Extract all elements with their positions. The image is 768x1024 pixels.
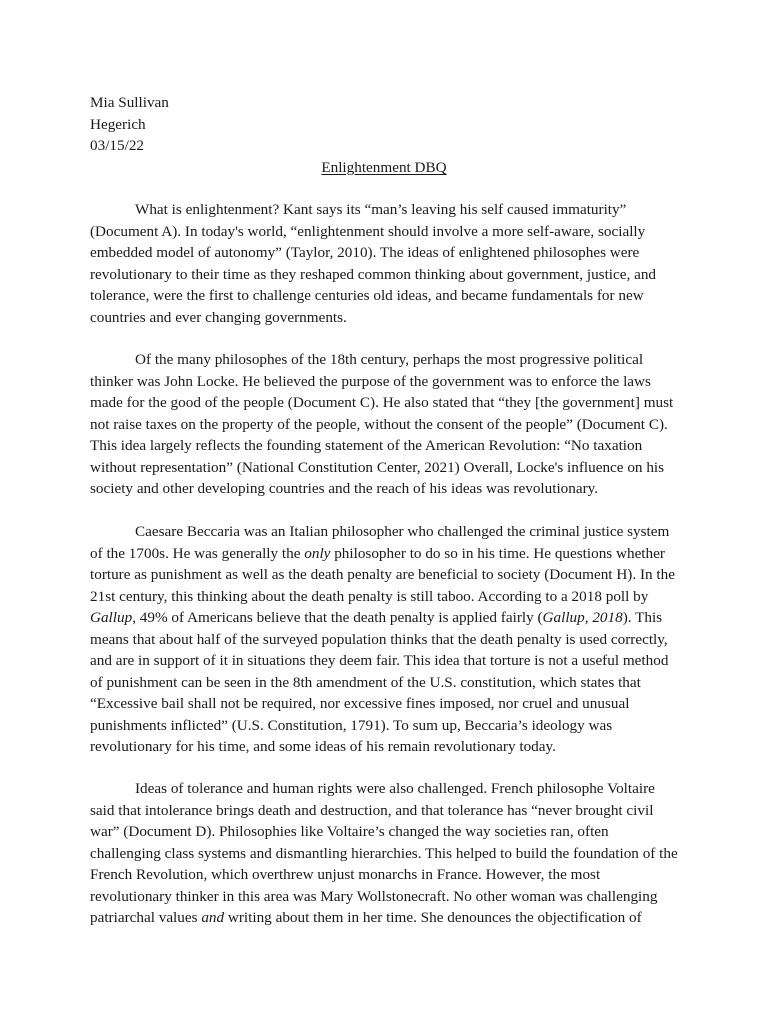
text-segment: not raise taxes on the property of the people, without the consent of the people” (Document C).	[90, 415, 668, 433]
text-segment: revolutionary thinker in this area was Mary Wollstonecraft. No other woman was challenging	[90, 887, 658, 905]
author-name: Mia Sullivan	[90, 94, 169, 111]
text-segment: This idea largely reflects the founding statement of the American Revolution: “No taxation	[90, 437, 643, 454]
text-line	[90, 478, 678, 500]
text-line	[90, 414, 678, 436]
paragraph-locke	[90, 349, 678, 500]
paragraph-beccaria	[90, 521, 678, 758]
text-segment: countries and ever changing governments.	[90, 308, 347, 326]
text-line	[90, 264, 678, 286]
text-line	[90, 907, 678, 929]
text-line	[90, 607, 678, 629]
italic-text: Gallup	[90, 609, 133, 626]
italic-text: and	[201, 909, 225, 926]
text-line	[90, 715, 678, 737]
document-header	[90, 92, 169, 157]
text-line	[90, 392, 678, 414]
italic-text: only	[304, 544, 331, 562]
text-line	[90, 650, 678, 672]
text-segment: French Revolution, which overthrew unjust monarchs in France. However, the most	[90, 866, 601, 883]
text-segment: “Excessive bail shall not be required, nor excessive fines imposed, nor cruel and unusual	[90, 695, 630, 712]
document-date: 03/15/22	[90, 137, 145, 154]
text-segment: patriarchal values	[90, 909, 202, 926]
text-segment: war” (Document D). Philosophies like Voltaire’s changed the way societies ran, often	[90, 823, 609, 840]
text-segment: thinker was John Locke. He believed the purpose of the government was to enforce the laws	[90, 372, 651, 390]
text-segment: What is enlightenment? Kant says its “man’s leaving his self caused immaturity”	[135, 201, 627, 218]
text-line	[90, 821, 678, 843]
document-title-text: Enlightenment DBQ	[321, 159, 447, 176]
text-line	[90, 672, 678, 694]
text-segment: Ideas of tolerance and human rights were also challenged. French philosophe Voltaire	[135, 780, 655, 797]
text-line	[90, 457, 678, 479]
text-line	[90, 307, 678, 329]
text-line	[90, 285, 678, 307]
text-line	[90, 242, 678, 264]
text-segment: revolutionary for his time, and some ideas of his remain revolutionary today.	[90, 738, 556, 755]
text-segment: embedded model of autonomy” (Taylor, 2010). The ideas of enlightened philosophes were	[90, 244, 640, 261]
text-segment: tolerance, were the first to challenge centuries old ideas, and became fundamentals for new	[90, 287, 644, 304]
text-line	[90, 800, 678, 822]
text-segment: said that intolerance brings death and destruction, and that tolerance has “never brought civil	[90, 801, 654, 819]
text-segment: writing about them in her time. She denounces the objectification of	[224, 909, 642, 926]
teacher-name: Hegerich	[90, 115, 146, 133]
text-segment: Of the many philosophes of the 18th century, perhaps the most progressive political	[135, 351, 644, 368]
text-segment: Caesare Beccaria was an Italian philosopher who challenged the criminal justice system	[135, 523, 670, 540]
text-segment: without representation” (National Constitution Center, 2021) Overall, Locke's influence on his	[90, 458, 665, 476]
text-line	[90, 199, 678, 221]
document-title	[0, 157, 768, 179]
text-segment: (Document A). In today's world, “enlightenment should involve a more self-aware, socially	[90, 222, 646, 240]
text-line	[90, 886, 678, 908]
text-line	[90, 843, 678, 865]
text-segment: and are in support of it in situations they deem fair. This idea that torture is not a useful method	[90, 652, 669, 669]
text-segment: of the 1700s. He was generally the	[90, 544, 305, 562]
text-segment: made for the good of the people (Document C). He also stated that “they [the government] must	[90, 394, 674, 411]
text-segment: ). This	[622, 609, 663, 626]
paragraph-voltaire	[90, 778, 678, 929]
text-segment: , 49% of Americans believe that the death penalty is applied fairly (	[132, 609, 543, 626]
text-line	[90, 864, 678, 886]
text-line	[90, 693, 678, 715]
text-line	[90, 543, 678, 565]
text-segment: society and other developing countries and the reach of his ideas was revolutionary.	[90, 480, 599, 497]
text-line	[90, 221, 678, 243]
text-line	[90, 371, 678, 393]
text-line	[90, 435, 678, 457]
paragraph-introduction	[90, 199, 678, 328]
text-line	[90, 629, 678, 651]
text-segment: philosopher to do so in his time. He questions whether	[330, 544, 665, 562]
italic-text: Gallup, 2018	[542, 609, 623, 626]
text-segment: means that about half of the surveyed population thinks that the death penalty is used correctly,	[90, 630, 668, 648]
text-segment: challenging class systems and dismantling hierarchies. This helped to build the foundation of the	[90, 844, 678, 862]
text-line	[90, 778, 678, 800]
text-line	[90, 586, 678, 608]
text-line	[90, 349, 678, 371]
text-segment: punishments inflicted” (U.S. Constitution, 1791). To sum up, Beccaria’s ideology was	[90, 716, 613, 734]
text-line	[90, 521, 678, 543]
text-segment: of punishment can be seen in the 8th amendment of the U.S. constitution, which states that	[90, 673, 641, 691]
text-line	[90, 736, 678, 758]
text-segment: revolutionary to their time as they reshaped common thinking about government, justice, and	[90, 265, 657, 283]
text-segment: 21st century, this thinking about the death penalty is still taboo. According to a 2018 poll by	[90, 587, 649, 605]
text-segment: torture as punishment as well as the death penalty are beneficial to society (Document H). In the	[90, 566, 675, 583]
text-line	[90, 564, 678, 586]
